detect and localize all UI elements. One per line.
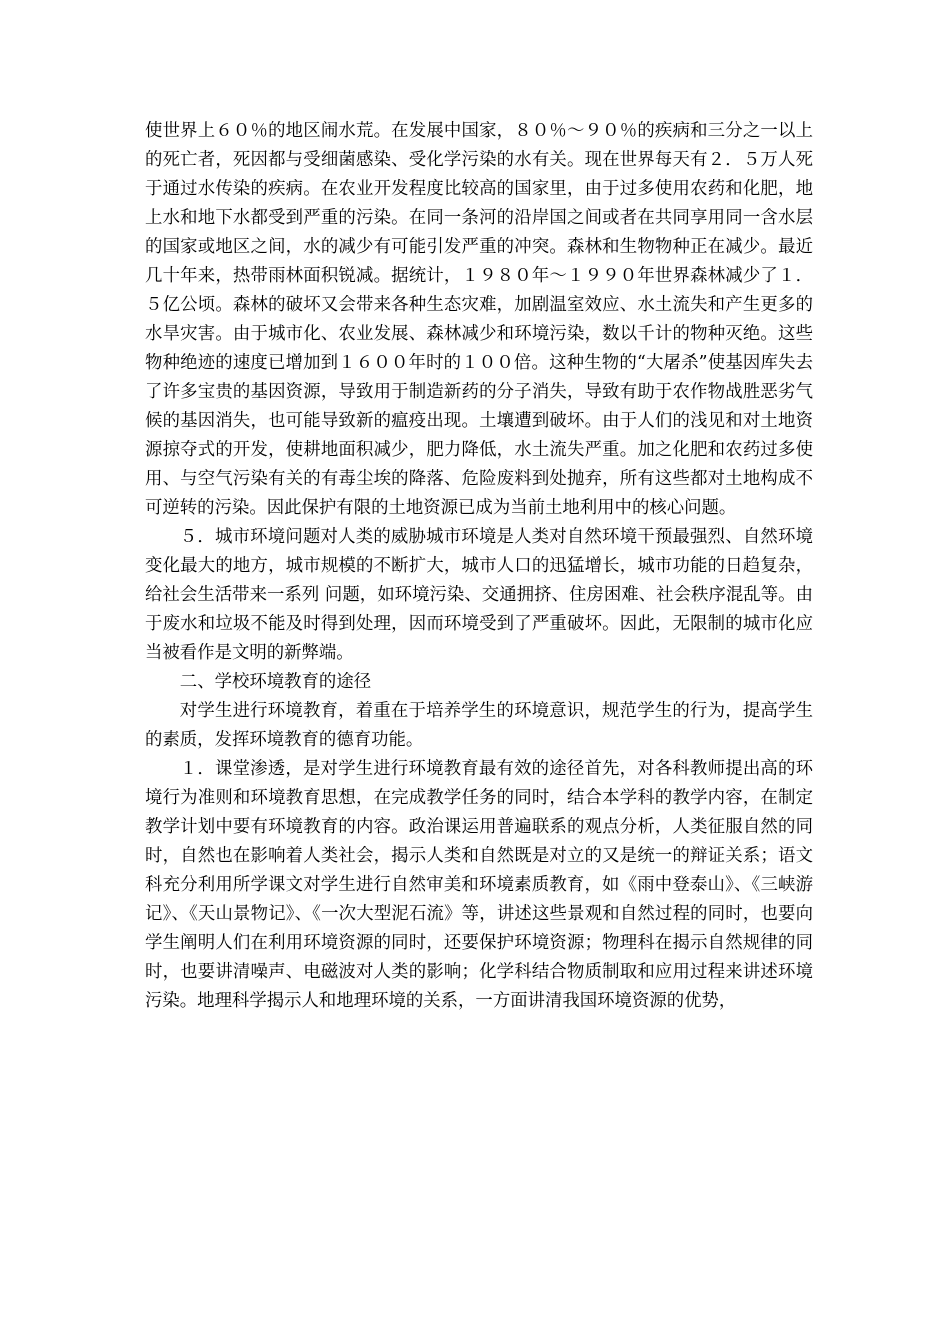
document-body (145, 117, 813, 1016)
paragraph-classroom-infiltration: １．课堂渗透，是对学生进行环境教育最有效的途径首先，对各科教师提出高的环境行为准则和环境教育思想，在完成教学任务的同时，结合本学科的教学内容，在制定教学计划中要有环境教育的内容。政治课运用普遍联系的观点分析，人类征服自然的同时，自然也在影响着人类社会，揭示人类和自然既是对立的又是统一的辩证关系；语文科充分利用所学课文对学生进行自然审美和环境素质教育，如《雨中登泰山》、《三峡游记》、《天山景物记》、《一次大型泥石流》等，讲述这些景观和自然过程的同时，也要向学生阐明人们在利用环境资源的同时，还要保护环境资源；物理科在揭示自然规律的同时，也要讲清噪声、电磁波对人类的影响；化学科结合物质制取和应用过程来讲述环境污染。地理科学揭示人和地理环境的关系，一方面讲清我国环境资源的优势， (145, 759, 813, 1011)
paragraph-urban-environment: ５．城市环境问题对人类的威胁城市环境是人类对自然环境干预最强烈、自然环境变化最大的地方，城市规模的不断扩大，城市人口的迅猛增长，城市功能的日趋复杂，给社会生活带来一系列 问题，如环境污染、交通拥挤、住房困难、社会秩序混乱等。由于废水和垃圾不能及时得到处理，因而环境受到了严重破坏。因此，无限制的城市化应当被看作是文明的新弊端。 (145, 527, 813, 663)
section-heading-school-education: 二、学校环境教育的途径 (179, 672, 372, 692)
paragraph-water-forest-soil: 使世界上６０％的地区闹水荒。在发展中国家，８０％～９０％的疾病和三分之一以上的死亡者，死因都与受细菌感染、受化学污染的水有关。现在世界每天有２．５万人死于通过水传染的疾病。在农业开发程度比较高的国家里，由于过多使用农药和化肥，地上水和地下水都受到严重的污染。在同一条河的沿岸国之间或者在共同享用同一含水层的国家或地区之间，水的减少有可能引发严重的冲突。森林和生物物种正在减少。最近几十年来，热带雨林面积锐减。据统计，１９８０年～１９９０年世界森林减少了１．５亿公顷。森林的破坏又会带来各种生态灾难，加剧温室效应、水土流失和产生更多的水旱灾害。由于城市化、农业发展、森林减少和环境污染，数以千计的物种灭绝。这些物种绝迹的速度已增加到１６００年时的１００倍。这种生物的“大屠杀”使基因库失去了许多宝贵的基因资源，导致用于制造新药的分子消失，导致有助于农作物战胜恶劣气候的基因消失，也可能导致新的瘟疫出现。土壤遭到破坏。由于人们的浅见和对土地资源掠夺式的开发，使耕地面积减少，肥力降低，水土流失严重。加之化肥和农药过多使用、与空气污染有关的有毒尘埃的降落、危险废料到处抛弃，所有这些都对土地构成不可逆转的污染。因此保护有限的土地资源已成为当前土地利用中的核心问题。 (145, 121, 813, 518)
paragraph-education-purpose: 对学生进行环境教育，着重在于培养学生的环境意识，规范学生的行为，提高学生的素质，发挥环境教育的德育功能。 (145, 701, 813, 750)
